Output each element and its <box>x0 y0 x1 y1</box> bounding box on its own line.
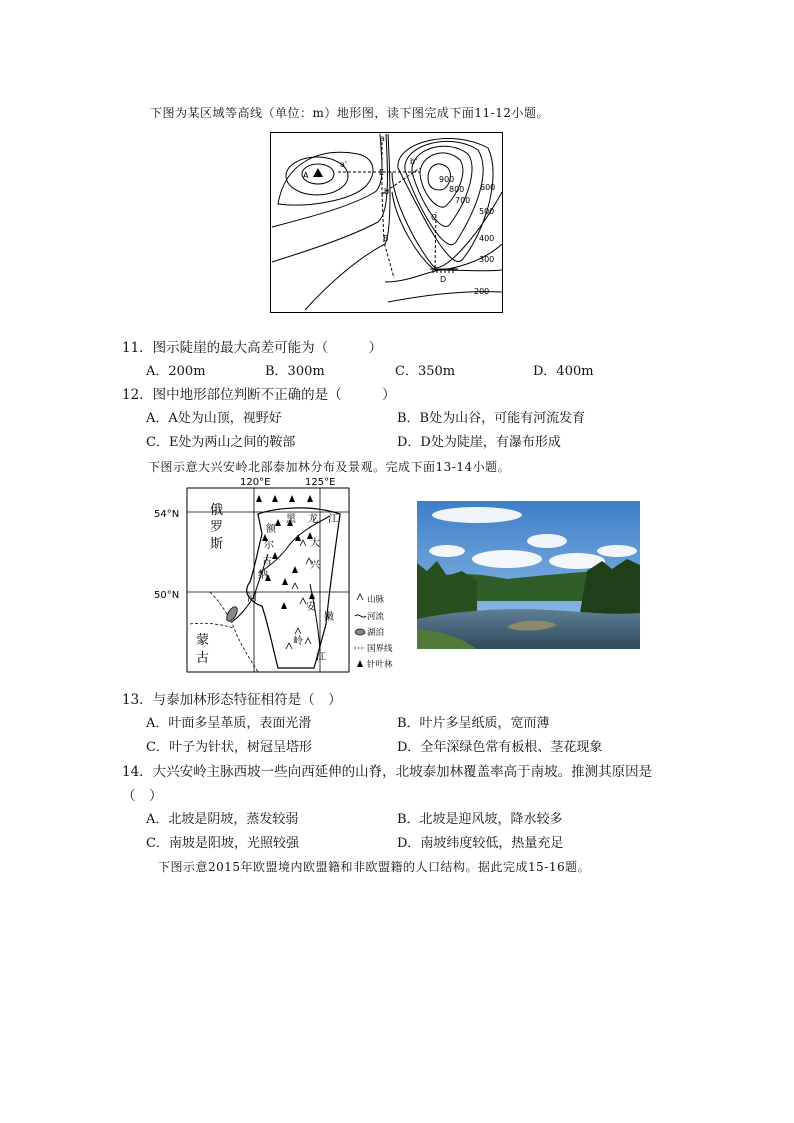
q14-option-b: B．北坡是迎风坡，降水较多 <box>397 812 563 827</box>
q11-option-c: C．350m <box>395 364 456 379</box>
contour-map-figure <box>270 132 503 313</box>
label-heilongjiang-3: 江 <box>328 514 338 525</box>
intro-q15-16: 下图示意2015年欧盟境内欧盟籍和非欧盟籍的人口结构。据此完成15-16题。 <box>158 860 591 874</box>
intro-q11-12: 下图为某区域等高线（单位：m）地形图，读下图完成下面11-12小题。 <box>150 106 549 120</box>
contour-label-500: 500 <box>479 207 495 216</box>
q11-option-a: A．200m <box>146 364 206 379</box>
contour-label-300: 300 <box>479 255 495 264</box>
q14-option-c: C．南坡是阳坡，光照较强 <box>146 836 299 851</box>
lat-label-50n: 50°N <box>154 590 180 601</box>
label-B: B <box>383 234 389 243</box>
label-nenjiang-1: 嫩 <box>324 612 334 623</box>
q13-option-d: D．全年深绿色常有板根、茎花现象 <box>397 740 603 755</box>
map-legend <box>354 594 393 670</box>
q14-stem-paren: （ ） <box>122 788 163 804</box>
intro-q13-14: 下图示意大兴安岭北部泰加林分布及景观。完成下面13-14小题。 <box>148 460 511 474</box>
contour-label-800: 800 <box>449 185 465 194</box>
legend-lake-icon <box>355 629 365 635</box>
label-heilongjiang-2: 龙 <box>308 514 318 525</box>
q13-option-c: C．叶子为针状，树冠呈塔形 <box>146 740 312 755</box>
lat-label-54n: 54°N <box>154 509 180 520</box>
q12-stem: 12．图中地形部位判断不正确的是（ ） <box>122 387 396 403</box>
legend-river: 河流 <box>367 612 385 622</box>
label-erguna-2: 尔 <box>264 540 274 551</box>
q12-option-a: A．A处为山顶，视野好 <box>146 411 282 426</box>
label-erguna-4: 纳 <box>258 570 268 581</box>
label-b: b <box>384 187 390 196</box>
label-daxinganling-2: 兴 <box>310 560 320 571</box>
taiga-landscape-photo <box>417 501 640 649</box>
label-b-prime: b' <box>410 157 418 166</box>
legend-mountain: 山脉 <box>367 595 385 605</box>
label-russia-1: 俄 <box>210 503 224 518</box>
label-erguna-3: 古 <box>262 556 272 567</box>
contour-label-900: 900 <box>439 175 455 184</box>
legend-mountain-icon <box>357 594 363 600</box>
q14-option-a: A．北坡是阴坡，蒸发较弱 <box>146 812 299 827</box>
taiga-distribution-map <box>150 474 412 676</box>
label-daxinganling-1: 大 <box>310 538 320 549</box>
label-E: E <box>379 168 385 177</box>
q14-option-d: D．南坡纬度较低，热量充足 <box>397 836 564 851</box>
label-russia-2: 罗 <box>210 520 224 535</box>
contour-label-200: 200 <box>474 287 490 296</box>
label-mongolia-1: 蒙 <box>196 633 210 648</box>
legend-lake: 湖泊 <box>367 628 385 638</box>
label-erguna-1: 额 <box>266 524 276 535</box>
q13-option-b: B．叶片多呈纸质，宽而薄 <box>397 716 550 731</box>
lon-label-125e: 125°E <box>305 477 336 488</box>
q13-stem: 13．与泰加林形态特征相符是（ ） <box>122 692 342 708</box>
q13-option-a: A．叶面多呈革质，表面光滑 <box>146 716 312 731</box>
label-daxinganling-4: 岭 <box>293 636 303 647</box>
legend-conifer: 针叶林 <box>367 660 393 670</box>
q12-option-b: B．B处为山谷，可能有河流发育 <box>397 411 586 426</box>
label-C: C <box>431 213 437 222</box>
q12-option-d: D．D处为陡崖，有瀑布形成 <box>397 435 561 450</box>
label-he: 河 <box>247 593 257 604</box>
contour-label-700: 700 <box>455 196 471 205</box>
q11-option-b: B．300m <box>265 364 325 379</box>
contour-label-400: 400 <box>479 234 495 243</box>
label-daxinganling-3: 安 <box>306 602 316 613</box>
label-a-prime: a' <box>340 160 348 169</box>
lon-label-120e: 120°E <box>240 477 271 488</box>
q14-stem: 14．大兴安岭主脉西坡一些向西延伸的山脊，北坡泰加林覆盖率高于南坡。推测其原因是 <box>122 764 653 780</box>
q11-option-d: D．400m <box>533 364 594 379</box>
legend-border: 国界线 <box>367 644 393 654</box>
label-nenjiang-2: 江 <box>316 652 326 663</box>
legend-river-icon <box>355 615 366 617</box>
label-mongolia-2: 古 <box>196 651 210 666</box>
legend-conifer-icon <box>357 660 363 667</box>
label-D: D <box>440 275 447 284</box>
q11-stem: 11．图示陡崖的最大高差可能为（ ） <box>122 340 383 356</box>
label-russia-3: 斯 <box>210 537 224 552</box>
label-a: a <box>380 134 385 143</box>
label-A: A <box>303 171 309 180</box>
contour-label-600: 600 <box>480 183 496 192</box>
q12-option-c: C．E处为两山之间的鞍部 <box>146 435 296 450</box>
label-heilongjiang-1: 黑 <box>286 514 296 525</box>
